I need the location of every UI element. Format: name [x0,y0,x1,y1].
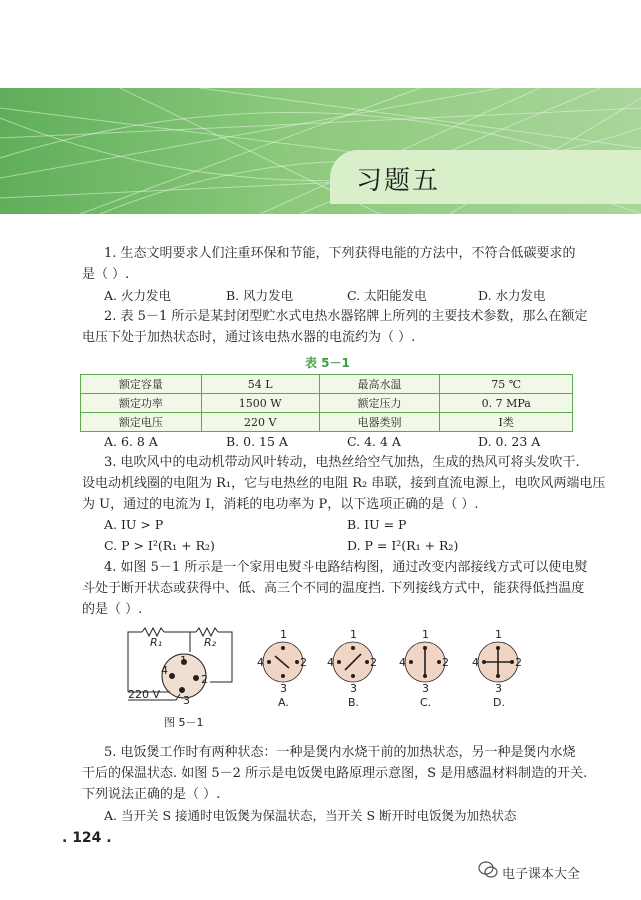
terminal-1-label: 1 [180,654,187,667]
title-box [330,150,641,204]
q5-line1: 5. 电饭煲工作时有两种状态：一种是煲内水烧干前的加热状态，另一种是煲内水烧 [104,745,576,760]
table-row [81,375,573,394]
q1-line1: 1. 生态文明要求人们注重环保和节能，下列获得电能的方法中，不符合低碳要求的 [104,246,576,261]
q1-option-b: B. 风力发电 [226,288,294,303]
q2-option-a: A. 6. 8 A [104,434,158,449]
dial-b-4: 4 [327,656,334,669]
q1-line2: 是（ ）. [82,267,130,282]
terminal-2-label: 2 [201,673,208,686]
terminal-3-label: 3 [183,694,190,707]
q5-line3: 下列说法正确的是（ ）. [82,787,221,802]
table-cell: 电器类别 [319,413,440,432]
q1-option-d: D. 水力发电 [478,288,546,303]
q2-line2: 电压下处于加热状态时，通过该电热水器的电流约为（ ）. [82,330,416,345]
table-cell: 0. 7 MPa [440,394,573,413]
r1-label: R₁ [150,636,163,649]
dial-b-1: 1 [350,628,357,641]
q1-option-c: C. 太阳能发电 [347,288,427,303]
table-row [81,394,573,413]
q2-option-c: C. 4. 4 A [347,434,401,449]
dial-c-2: 2 [442,656,449,669]
dial-d-label: D. [493,696,505,709]
q5-line2: 干后的保温状态. 如图 5－2 所示是电饭煲电路原理示意图，S 是用感温材料制造的开关. [82,766,588,781]
q3-option-d: D. P = I²(R₁ + R₂) [347,538,459,553]
dial-d-3: 3 [495,682,502,695]
dial-b-3: 3 [350,682,357,695]
spec-table [80,374,573,432]
table-caption: 表 5－1 [305,356,350,370]
table-cell: 75 ℃ [440,375,573,394]
table-cell: 额定功率 [81,394,202,413]
page-number: . 124 . [62,830,112,846]
q1-option-a: A. 火力发电 [104,288,171,303]
q3-option-a: A. IU > P [104,517,164,532]
q2-option-b: B. 0. 15 A [226,434,288,449]
dial-c-4: 4 [399,656,406,669]
table-cell: Ⅰ类 [440,413,573,432]
q2-option-d: D. 0. 23 A [478,434,541,449]
table-cell: 额定电压 [81,413,202,432]
table-cell: 额定压力 [319,394,440,413]
wechat-icon [478,860,498,880]
q5-option-a: A. 当开关 S 接通时电饭煲为保温状态，当开关 S 断开时电饭煲为加热状态 [104,808,517,823]
q3-option-c: C. P > I²(R₁ + R₂) [104,538,215,553]
q3-line3: 为 U，通过的电流为 I，消耗的电功率为 P，以下选项正确的是（ ）. [82,497,479,512]
q3-line1: 3. 电吹风中的电动机带动风叶转动，电热丝给空气加热，生成的热风可将头发吹干. [104,455,580,470]
q3-line2: 设电动机线圈的电阻为 R₁，它与电热丝的电阻 R₂ 串联，接到直流电源上，电吹风两端电压 [82,476,606,491]
dial-a-3: 3 [280,682,287,695]
dial-b-2: 2 [370,656,377,669]
table-cell: 220 V [201,413,319,432]
dial-c-3: 3 [422,682,429,695]
choice-dials [255,640,525,690]
q4-line3: 的是（ ）. [82,602,143,617]
q3-option-b: B. IU = P [347,517,407,532]
q4-line2: 斗处于断开状态或获得中、低、高三个不同的温度挡. 下列接线方式中，能获得低挡温度 [82,581,585,596]
voltage-label: 220 V [128,688,161,701]
dial-d-1: 1 [495,628,502,641]
r2-label: R₂ [204,636,217,649]
dial-d-4: 4 [472,656,479,669]
figure-caption: 图 5－1 [164,716,204,729]
dial-a-label: A. [278,696,289,709]
terminal-4-label: 4 [161,664,168,677]
dial-a-1: 1 [280,628,287,641]
dial-a-2: 2 [300,656,307,669]
dial-c-label: C. [420,696,432,709]
table-row [81,413,573,432]
table-cell: 最高水温 [319,375,440,394]
table-cell: 1500 W [201,394,319,413]
table-cell: 额定容量 [81,375,202,394]
q2-line1: 2. 表 5－1 所示是某封闭型贮水式电热水器铭牌上所列的主要技术参数，那么在额定 [104,309,588,324]
dial-b-label: B. [348,696,360,709]
dial-c-1: 1 [422,628,429,641]
q4-line1: 4. 如图 5－1 所示是一个家用电熨斗电路结构图，通过改变内部接线方式可以使电熨 [104,560,588,575]
dial-a-4: 4 [257,656,264,669]
table-cell: 54 L [201,375,319,394]
dial-d-2: 2 [515,656,522,669]
watermark-text: 电子课本大全 [502,867,581,882]
page-title: 习题五 [356,166,441,196]
